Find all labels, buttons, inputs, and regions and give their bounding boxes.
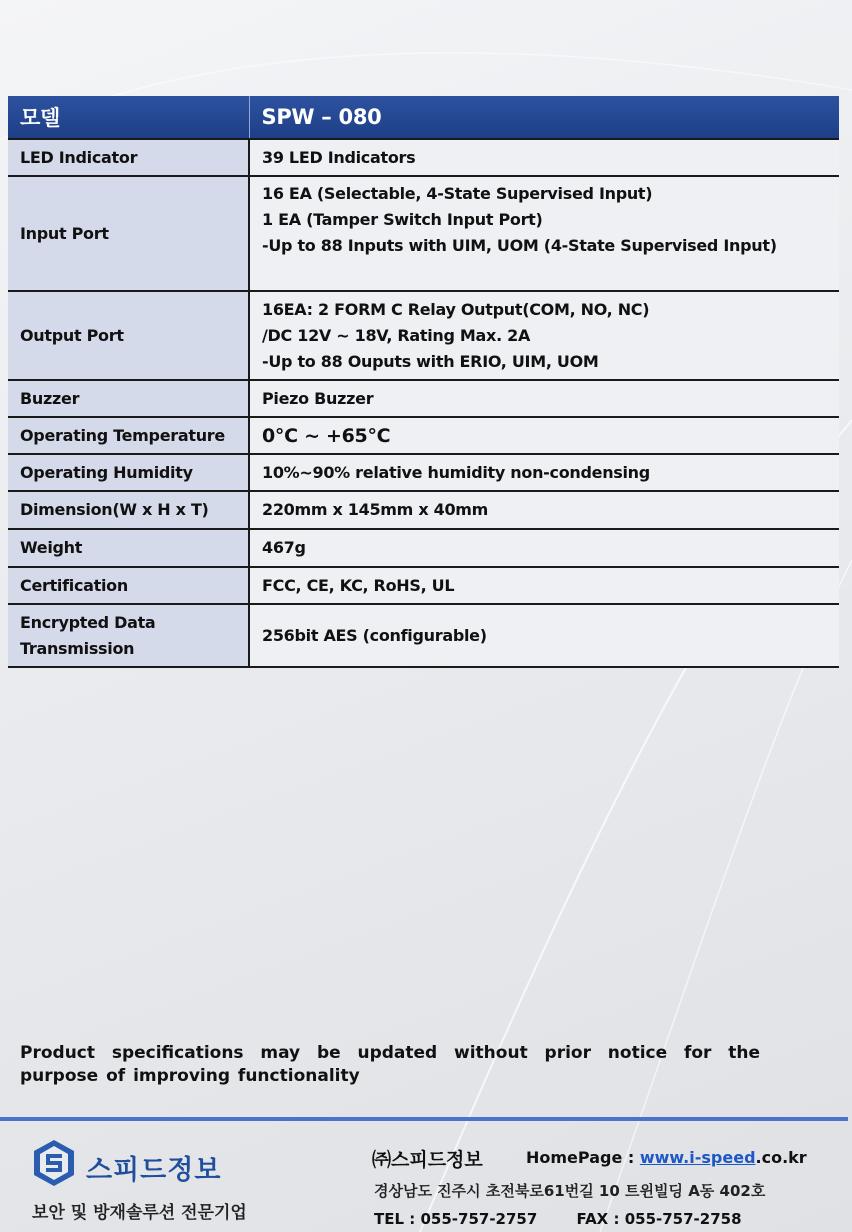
company-name: ㈜스피드정보 (372, 1149, 483, 1171)
spec-key: Dimension(W x H x T) (8, 491, 249, 529)
spec-table (8, 96, 839, 668)
spec-row-certification (8, 567, 839, 604)
tel-number: TEL : 055-757-2757 (374, 1210, 538, 1228)
spec-key: Buzzer (8, 380, 249, 417)
spec-row-weight (8, 529, 839, 567)
spec-value: 16 EA (Selectable, 4-State Supervised Input) 1 EA (Tamper Switch Input Port) -Up to 88 Inputs with UIM, UOM (4-State Supervised Input) (249, 176, 839, 291)
spec-value: 39 LED Indicators (249, 139, 839, 176)
spec-key: Operating Humidity (8, 454, 249, 491)
spec-row-buzzer (8, 380, 839, 417)
spec-key: LED Indicator (8, 139, 249, 176)
spec-value: FCC, CE, KC, RoHS, UL (249, 567, 839, 604)
header-model-label: 모델 (8, 96, 249, 139)
spec-value: 16EA: 2 FORM C Relay Output(COM, NO, NC) /DC 12V ~ 18V, Rating Max. 2A -Up to 88 Ouputs with ERIO, UIM, UOM (249, 291, 839, 380)
spec-value: 256bit AES (configurable) (249, 604, 839, 667)
spec-key: Certification (8, 567, 249, 604)
company-address: 경상남도 진주시 초전북로61번길 10 트윈빌딩 A동 402호 (374, 1182, 766, 1200)
contact-numbers (374, 1210, 742, 1228)
spec-value: 220mm x 145mm x 40mm (249, 491, 839, 529)
homepage-label: HomePage : (526, 1148, 635, 1167)
spec-row-encryption (8, 604, 839, 667)
spec-row-temperature (8, 417, 839, 454)
spec-key: Encrypted Data Transmission (8, 604, 249, 667)
homepage (526, 1148, 807, 1167)
spec-row-dimension (8, 491, 839, 529)
spec-row-output (8, 291, 839, 380)
spec-key: Operating Temperature (8, 417, 249, 454)
spec-row-input (8, 176, 839, 291)
fax-number: FAX : 055-757-2758 (576, 1210, 742, 1228)
spec-value: 0°C ~ +65°C (249, 417, 839, 454)
homepage-suffix: .co.kr (755, 1148, 807, 1167)
brand-name: 스피드정보 (86, 1155, 222, 1186)
header-model-value: SPW – 080 (249, 96, 839, 139)
update-notice: Product specifications may be updated without prior notice for the purpose of improving functionality (20, 1043, 760, 1086)
footer-divider (0, 1117, 848, 1121)
spec-value: Piezo Buzzer (249, 380, 839, 417)
spec-row-humidity (8, 454, 839, 491)
spec-key: Weight (8, 529, 249, 567)
spec-value: 10%~90% relative humidity non-condensing (249, 454, 839, 491)
spec-value: 467g (249, 529, 839, 567)
spec-key: Output Port (8, 291, 249, 380)
homepage-link[interactable]: www.i-speed (639, 1148, 756, 1167)
spec-row-led (8, 139, 839, 176)
spec-key: Input Port (8, 176, 249, 291)
spec-header-row (8, 96, 839, 139)
brand-tagline: 보안 및 방재솔루션 전문기업 (32, 1203, 247, 1223)
company-logo-icon (30, 1138, 78, 1188)
